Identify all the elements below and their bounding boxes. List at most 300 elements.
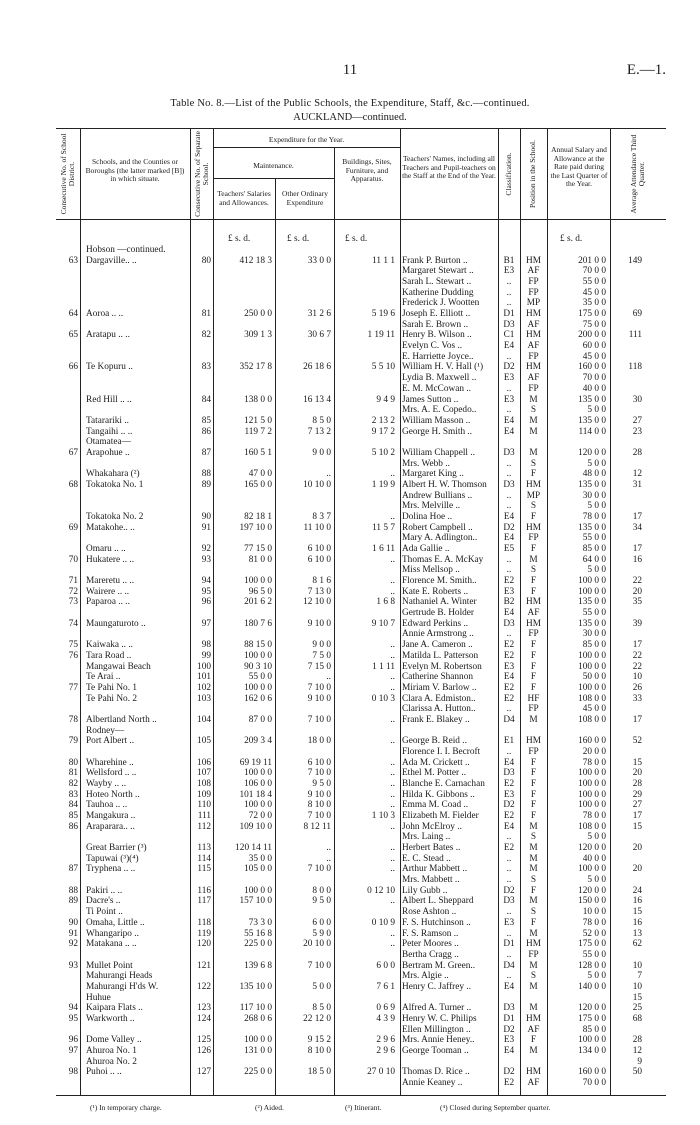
annual-salary: 108 0 0 — [578, 693, 606, 704]
classification: E2 — [503, 576, 515, 587]
position: AF — [527, 341, 540, 352]
average-attendance: 13 — [632, 928, 642, 939]
teachers-salaries: 100 0 0 — [244, 682, 272, 693]
separate-number: 115 — [197, 864, 211, 875]
table-row — [0, 405, 700, 415]
school-name: Rodney— — [86, 725, 125, 736]
teacher-name: Dolina Hoe .. — [402, 512, 453, 522]
teachers-salaries: 109 10 0 — [239, 821, 272, 832]
teacher-name: Thomas E. A. McKay — [402, 554, 484, 565]
table-row — [0, 768, 700, 778]
separate-number: 111 — [197, 811, 211, 822]
buildings-cost: 7 6 1 — [376, 981, 395, 992]
buildings-cost: .. — [390, 512, 395, 522]
table-row — [0, 982, 700, 992]
average-attendance: 15 — [632, 992, 642, 1003]
district-number: 84 — [68, 800, 78, 811]
separate-number: 102 — [197, 682, 211, 693]
teachers-salaries: 250 0 0 — [244, 309, 272, 320]
buildings-cost: .. — [390, 576, 395, 587]
teachers-salaries: 69 19 11 — [239, 757, 272, 768]
buildings-cost: .. — [390, 843, 395, 854]
school-name: Paparoa .. .. — [86, 597, 130, 608]
annual-salary: 78 0 0 — [582, 917, 606, 928]
average-attendance: 39 — [632, 618, 642, 629]
district-number: 67 — [68, 447, 78, 458]
school-name: Tauhoa .. .. — [86, 800, 128, 811]
other-expenditure: 6 0 0 — [312, 917, 331, 928]
position: FP — [528, 383, 539, 394]
buildings-cost: .. — [390, 821, 395, 832]
annual-salary: 5 0 0 — [587, 458, 606, 469]
classification: D3 — [503, 479, 515, 490]
other-expenditure: 16 13 4 — [303, 394, 331, 405]
teacher-name: Gertrude B. Holder — [402, 608, 475, 619]
teacher-name: Albert L. Sheppard — [402, 896, 474, 907]
teachers-salaries: 72 0 0 — [248, 811, 272, 822]
annual-salary: 120 0 0 — [578, 843, 606, 854]
table-row — [0, 758, 700, 768]
table-row — [0, 330, 700, 340]
annual-salary: 70 0 0 — [582, 266, 606, 277]
buildings-cost: .. — [390, 757, 395, 768]
buildings-cost: 4 3 9 — [376, 1013, 395, 1024]
annual-salary: 120 0 0 — [578, 885, 606, 896]
position: M — [529, 853, 538, 864]
table-row — [0, 309, 700, 319]
separate-number: 101 — [197, 672, 211, 683]
classification: .. — [506, 277, 512, 288]
table-row — [0, 501, 700, 511]
buildings-cost: .. — [390, 469, 395, 480]
average-attendance: 17 — [632, 714, 642, 725]
average-attendance: 24 — [632, 885, 642, 896]
average-attendance: 10 — [632, 672, 642, 683]
table-row — [0, 800, 700, 810]
district-number: 92 — [68, 939, 78, 950]
position: FP — [528, 949, 539, 960]
district-number: 80 — [68, 757, 78, 768]
header-expenditure: Expenditure for the Year. — [268, 135, 345, 144]
separate-number: 116 — [197, 885, 211, 896]
school-name: Puhoi .. .. — [86, 1067, 122, 1078]
school-name: Port Albert .. — [86, 736, 135, 747]
buildings-cost: 9 17 2 — [371, 426, 395, 437]
other-expenditure: 8 1 6 — [312, 576, 331, 587]
separate-number: 126 — [197, 1046, 211, 1056]
table-row — [0, 384, 700, 394]
teacher-name: Clarissa A. Hutton.. — [402, 704, 476, 715]
annual-salary: 175 0 0 — [578, 309, 606, 320]
other-expenditure: 7 15 0 — [307, 661, 331, 672]
position: F — [530, 768, 537, 779]
position: F — [530, 885, 537, 896]
teacher-name: Edward Perkins .. — [402, 618, 469, 629]
average-attendance: 69 — [632, 309, 642, 320]
position: HM — [526, 330, 541, 341]
teacher-name: George H. Smith .. — [402, 426, 473, 437]
average-attendance: 17 — [632, 640, 642, 651]
table-row — [0, 576, 700, 586]
header-bottom-rule — [56, 219, 666, 220]
classification: E4 — [503, 757, 515, 768]
other-expenditure: 9 0 0 — [312, 447, 331, 458]
buildings-cost: .. — [390, 554, 395, 565]
teachers-salaries: 87 0 0 — [248, 714, 272, 725]
buildings-cost: 1 6 11 — [372, 544, 395, 555]
teachers-salaries: 100 0 0 — [244, 576, 272, 587]
school-name: Tatararіki .. — [86, 415, 129, 426]
position: MP — [526, 490, 541, 501]
separate-number: 82 — [201, 330, 211, 341]
other-expenditure: 11 10 0 — [303, 522, 331, 533]
annual-salary: 55 0 0 — [582, 277, 606, 288]
school-name: Ahuroa No. 1 — [86, 1046, 137, 1056]
annual-salary: 175 0 0 — [578, 1013, 606, 1024]
school-name: Wellsford .. .. — [86, 768, 137, 779]
table-row — [0, 629, 700, 639]
separate-number: 87 — [201, 447, 211, 458]
teacher-name: Mrs. A. E. Copedo.. — [402, 405, 477, 416]
teachers-salaries: 100 0 0 — [244, 650, 272, 661]
annual-salary: 30 0 0 — [582, 629, 606, 640]
annual-salary: 108 0 0 — [578, 821, 606, 832]
classification: E2 — [503, 693, 515, 704]
position: HM — [526, 362, 541, 373]
table-row — [0, 469, 700, 479]
teacher-name: Miriam V. Barlow .. — [402, 682, 477, 693]
buildings-cost: .. — [390, 672, 395, 683]
position: M — [529, 843, 538, 854]
annual-salary: 100 0 0 — [578, 768, 606, 779]
school-name: Tapuwai (³)(⁴) — [86, 853, 139, 864]
other-expenditure: 5 9 0 — [312, 928, 331, 939]
teachers-salaries: 412 18 3 — [239, 255, 272, 266]
table-row — [0, 1003, 700, 1013]
classification: .. — [506, 875, 512, 886]
classification: E4 — [503, 821, 515, 832]
buildings-cost: 9 10 7 — [371, 618, 395, 629]
district-number: 98 — [68, 1067, 78, 1078]
position: F — [530, 661, 537, 672]
header-consecutive-district: Consecutive No. of School District. — [59, 133, 76, 215]
classification: E4 — [503, 608, 515, 619]
other-expenditure: 30 6 7 — [307, 330, 331, 341]
school-name: Dacre's .. — [86, 896, 121, 907]
annual-salary: 100 0 0 — [578, 800, 606, 811]
other-expenditure: 33 0 0 — [307, 255, 331, 266]
position: S — [530, 971, 537, 982]
school-name: Mullet Point — [86, 960, 133, 971]
school-name: Mahurangi Heads — [86, 971, 153, 982]
teacher-name: Jane A. Cameron .. — [402, 640, 473, 651]
teacher-name: Florence I. I. Becroft — [402, 746, 481, 757]
position: S — [530, 405, 537, 416]
position: AF — [527, 373, 540, 384]
annual-salary: 20 0 0 — [582, 746, 606, 757]
table-row — [0, 373, 700, 383]
separate-number: 127 — [197, 1067, 211, 1078]
annual-salary: 140 0 0 — [578, 981, 606, 992]
teacher-name: Catherine Shannon — [402, 672, 474, 683]
classification: .. — [506, 832, 512, 843]
other-expenditure: 9 10 0 — [307, 789, 331, 800]
position: AF — [527, 266, 540, 277]
teacher-name: Henry B. Wilson .. — [402, 330, 472, 341]
table-row — [0, 736, 700, 746]
classification: E1 — [503, 736, 515, 747]
school-name: Great Barrier (³) — [86, 843, 147, 854]
classification: D3 — [503, 1003, 515, 1014]
other-expenditure: 22 12 0 — [303, 1013, 331, 1024]
classification: D2 — [503, 800, 515, 811]
district-number: 63 — [68, 255, 78, 266]
separate-number: 109 — [197, 789, 211, 800]
classification: .. — [506, 949, 512, 960]
teachers-salaries: 100 0 0 — [244, 885, 272, 896]
buildings-cost: 0 10 9 — [371, 917, 395, 928]
classification: D1 — [503, 939, 515, 950]
separate-number: 124 — [197, 1013, 211, 1024]
annual-salary: 120 0 0 — [578, 447, 606, 458]
table-row — [0, 993, 700, 1003]
average-attendance: 52 — [632, 736, 642, 747]
annual-salary: 55 0 0 — [582, 608, 606, 619]
buildings-cost: .. — [390, 768, 395, 779]
average-attendance: 20 — [632, 768, 642, 779]
position: FP — [528, 533, 539, 544]
annual-salary: 114 0 0 — [578, 426, 606, 437]
classification: .. — [506, 971, 512, 982]
teacher-name: Mrs. Algie .. — [402, 971, 449, 982]
classification: E3 — [503, 789, 515, 800]
annual-salary: 135 0 0 — [578, 597, 606, 608]
other-expenditure: 7 13 2 — [307, 426, 331, 437]
table-row — [0, 929, 700, 939]
district-number: 91 — [68, 928, 78, 939]
annual-salary: 48 0 0 — [582, 469, 606, 480]
buildings-cost: 1 1 11 — [372, 661, 395, 672]
position: F — [530, 800, 537, 811]
teacher-name: William H. V. Hall (¹) — [402, 362, 484, 373]
classification: D2 — [503, 885, 515, 896]
classification: .. — [506, 928, 512, 939]
district-number: 69 — [68, 522, 78, 533]
position: HM — [526, 1067, 541, 1078]
separate-number: 90 — [201, 512, 211, 522]
classification: .. — [506, 383, 512, 394]
table-row — [0, 288, 700, 298]
maintenance-rule — [213, 178, 334, 179]
teachers-salaries: 352 17 8 — [239, 362, 272, 373]
teacher-name: Evelyn C. Vos .. — [402, 341, 463, 352]
position: M — [529, 415, 538, 426]
separate-number: 125 — [197, 1035, 211, 1046]
teacher-name: Sarah L. Stewart .. — [402, 277, 472, 288]
teachers-salaries: 225 0 0 — [244, 1067, 272, 1078]
annual-salary: 50 0 0 — [582, 672, 606, 683]
separate-number: 118 — [197, 917, 211, 928]
teachers-salaries: 100 0 0 — [244, 800, 272, 811]
table-row — [0, 896, 700, 906]
teacher-name: E. M. McCowan .. — [402, 383, 471, 394]
classification: E3 — [503, 266, 515, 277]
page-reference: E.—1. — [626, 62, 666, 78]
table-row — [0, 1067, 700, 1077]
position: F — [530, 757, 537, 768]
annual-salary: 100 0 0 — [578, 586, 606, 597]
annual-salary: 45 0 0 — [582, 704, 606, 715]
average-attendance: 15 — [632, 907, 642, 918]
table-row — [0, 341, 700, 351]
table-bottom-rule — [56, 1095, 666, 1096]
annual-salary: 100 0 0 — [578, 576, 606, 587]
position: M — [529, 960, 538, 971]
table-row — [0, 907, 700, 917]
teacher-name: Hilda K. Gibbons .. — [402, 789, 475, 800]
separate-number: 104 — [197, 714, 211, 725]
lsd-other: £ s. d. — [287, 234, 310, 244]
position: F — [530, 469, 537, 480]
average-attendance: 26 — [632, 682, 642, 693]
separate-number: 94 — [201, 576, 211, 587]
average-attendance: 20 — [632, 864, 642, 875]
average-attendance: 22 — [632, 661, 642, 672]
teacher-name: Clara A. Edmiston.. — [402, 693, 476, 704]
teacher-name: Matilda L. Patterson — [402, 650, 479, 661]
separate-number: 114 — [197, 853, 211, 864]
annual-salary: 175 0 0 — [578, 939, 606, 950]
district-number: 82 — [68, 779, 78, 789]
buildings-cost: 5 10 2 — [371, 447, 395, 458]
annual-salary: 160 0 0 — [578, 1067, 606, 1078]
other-expenditure: .. — [326, 672, 331, 683]
buildings-cost: .. — [390, 650, 395, 661]
header-average-attendance: Average Attendance Third Quarter. — [629, 134, 646, 214]
district-number: 93 — [68, 960, 78, 971]
position: HM — [526, 309, 541, 320]
average-attendance: 50 — [632, 1067, 642, 1078]
school-name: Te Pahi No. 1 — [86, 682, 137, 693]
teachers-salaries: 77 15 0 — [244, 544, 272, 555]
school-name: Tokatoka No. 2 — [86, 512, 144, 522]
teachers-salaries: 55 0 0 — [248, 672, 272, 683]
position: HM — [526, 1013, 541, 1024]
separate-number: 106 — [197, 757, 211, 768]
table-row — [0, 939, 700, 949]
position: M — [529, 864, 538, 875]
separate-number: 81 — [201, 309, 211, 320]
school-name: Albertland North .. — [86, 714, 157, 725]
teacher-name: William Chappell .. — [402, 447, 475, 458]
district-number: 88 — [68, 885, 78, 896]
district-number: 72 — [68, 586, 78, 597]
table-row — [0, 416, 700, 426]
buildings-cost: 2 9 6 — [376, 1035, 395, 1046]
position: S — [530, 875, 537, 886]
teacher-name: Robert Campbell .. — [402, 522, 473, 533]
average-attendance: 62 — [632, 939, 642, 950]
school-name: Hoteo North .. — [86, 789, 140, 800]
separate-number: 86 — [201, 426, 211, 437]
teacher-name: Bertha Cragg .. — [402, 949, 459, 960]
annual-salary: 5 0 0 — [587, 971, 606, 982]
separate-number: 108 — [197, 779, 211, 789]
header-position: Position in the School. — [528, 140, 537, 208]
table-row — [0, 726, 700, 736]
other-expenditure: 10 10 0 — [303, 479, 331, 490]
annual-salary: 55 0 0 — [582, 949, 606, 960]
teacher-name: Miss Mellsop .. — [402, 565, 460, 576]
position: HM — [526, 597, 541, 608]
table-row — [0, 704, 700, 714]
table-row — [0, 875, 700, 885]
classification: .. — [506, 405, 512, 416]
school-name: Araparara.. .. — [86, 821, 135, 832]
classification: E2 — [503, 682, 515, 693]
teachers-salaries: 180 7 6 — [244, 618, 272, 629]
classification: E2 — [503, 650, 515, 661]
annual-salary: 40 0 0 — [582, 383, 606, 394]
teachers-salaries: 209 3 4 — [244, 736, 272, 747]
district-number: 68 — [68, 479, 78, 490]
position: S — [530, 832, 537, 843]
average-attendance: 12 — [632, 1046, 642, 1056]
separate-number: 85 — [201, 415, 211, 426]
average-attendance: 149 — [628, 255, 642, 266]
teacher-name: Emma M. Coad .. — [402, 800, 469, 811]
header-other-ordinary: Other Ordinary Expenditure — [281, 189, 329, 207]
position: M — [529, 447, 538, 458]
district-number: 75 — [68, 640, 78, 651]
footnote-aided: (²) Aided. — [255, 1103, 284, 1112]
average-attendance: 34 — [632, 522, 642, 533]
position: HM — [526, 618, 541, 629]
table-row — [0, 950, 700, 960]
header-classification: Classification. — [504, 152, 513, 196]
separate-number: 93 — [201, 554, 211, 565]
buildings-cost: 1 19 9 — [371, 479, 395, 490]
table-row — [0, 651, 700, 661]
position: AF — [527, 608, 540, 619]
annual-salary: 100 0 0 — [578, 682, 606, 693]
teacher-name: Thomas D. Rice .. — [402, 1067, 470, 1078]
buildings-cost: .. — [390, 640, 395, 651]
school-name: Hukatere .. .. — [86, 554, 135, 565]
average-attendance: 31 — [632, 479, 642, 490]
separate-number: 103 — [197, 693, 211, 704]
average-attendance: 15 — [632, 821, 642, 832]
other-expenditure: 8 10 0 — [307, 1046, 331, 1056]
teacher-name: Frederick J. Wootten — [402, 298, 480, 309]
position: F — [530, 576, 537, 587]
buildings-cost: 11 5 7 — [372, 522, 395, 533]
classification: .. — [506, 554, 512, 565]
table-row — [0, 961, 700, 971]
school-name: Tara Road .. — [86, 650, 132, 661]
classification: .. — [506, 704, 512, 715]
teachers-salaries: 309 1 3 — [244, 330, 272, 341]
separate-number: 100 — [197, 661, 211, 672]
classification: .. — [506, 490, 512, 501]
teacher-name: E. C. Stead .. — [402, 853, 451, 864]
header-schools: Schools, and the Counties or Boroughs (the latter marked [B]) in which situate. — [85, 157, 185, 183]
teacher-name: Alfred A. Turner .. — [402, 1003, 472, 1014]
teacher-name: Rose Ashton .. — [402, 907, 457, 918]
teacher-name: Henry C. Jaffrey .. — [402, 981, 472, 992]
separate-number: 96 — [201, 597, 211, 608]
school-name: Mangakura .. — [86, 811, 136, 822]
